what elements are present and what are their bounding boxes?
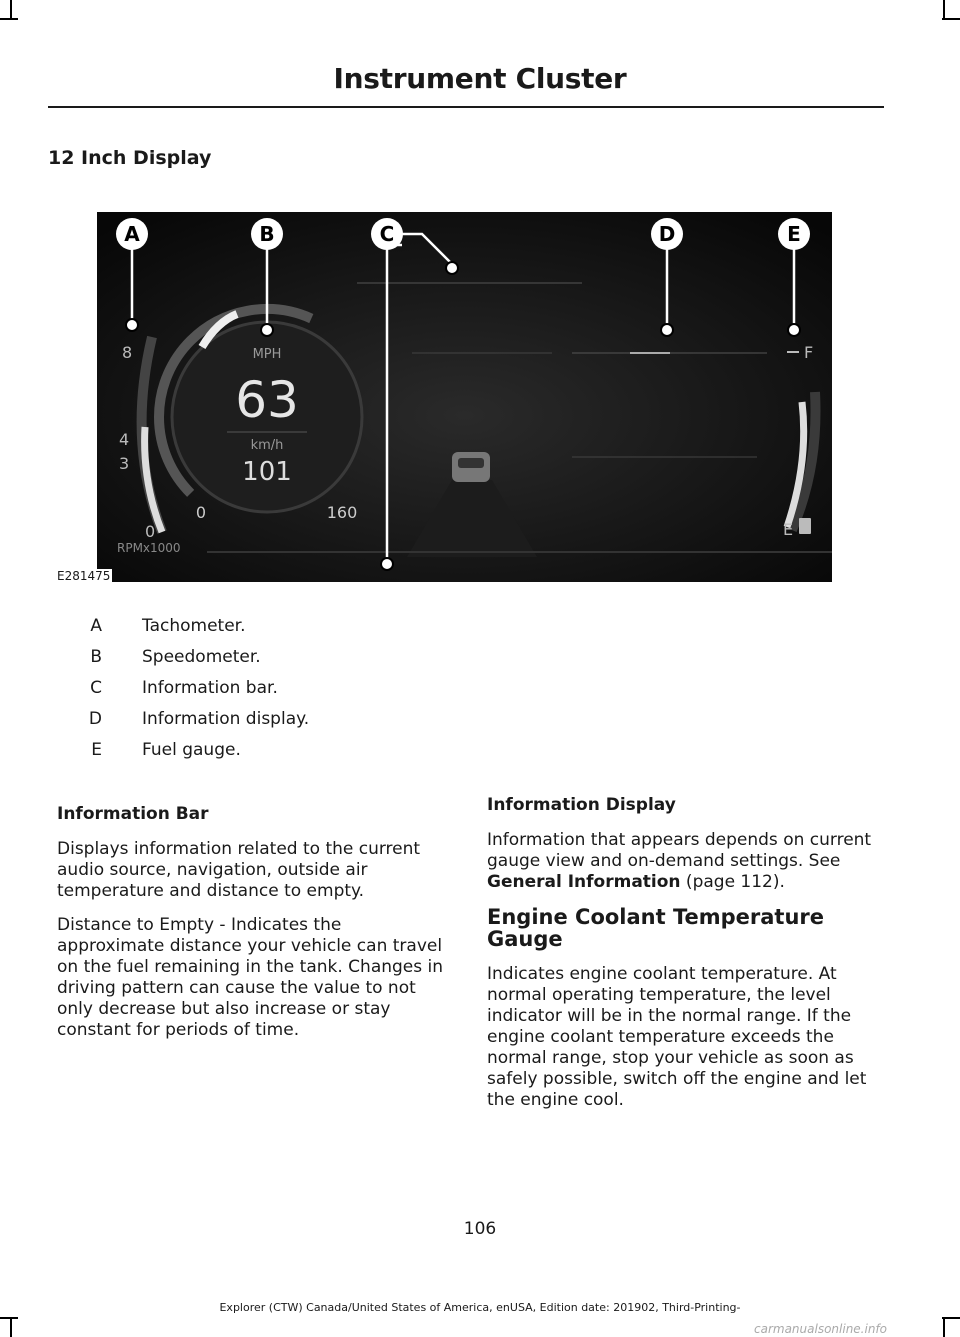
figure-id: E281475 — [57, 569, 111, 583]
legend-text: Tachometer. — [142, 616, 246, 636]
speed-value-secondary: 101 — [242, 457, 292, 487]
legend-text: Fuel gauge. — [142, 740, 241, 760]
section-title: 12 Inch Display — [48, 147, 212, 169]
page-number: 106 — [463, 1219, 497, 1239]
speed-max-label: 160 — [326, 503, 358, 522]
coolant-gauge-heading: Engine Coolant Temperature Gauge — [487, 905, 825, 951]
information-display-heading: Information Display — [487, 795, 676, 815]
information-display-text: Information that appears depends on current gauge view and on-demand settings. See — [487, 830, 872, 871]
tach-tick-0: 0 — [145, 522, 156, 541]
information-bar-heading: Information Bar — [57, 804, 209, 824]
information-display-paragraph — [487, 830, 882, 893]
header-rule — [48, 106, 884, 108]
legend-key: A — [90, 616, 102, 636]
page-reference: (page 112). — [680, 872, 785, 892]
legend-text: Information bar. — [142, 678, 278, 698]
crop-mark — [942, 1317, 960, 1319]
tach-tick-4: 4 — [119, 430, 130, 449]
tach-unit-label: RPMx1000 — [117, 541, 181, 555]
crop-mark — [10, 1317, 12, 1337]
legend-key: E — [91, 740, 102, 760]
callout-d: D — [658, 222, 676, 246]
left-column — [57, 804, 452, 1054]
fuel-empty-label: E — [783, 520, 794, 539]
crop-mark — [942, 18, 960, 20]
page-header-title: Instrument Cluster — [333, 62, 627, 95]
callout-a: A — [124, 222, 140, 246]
information-bar-paragraph: Displays information related to the current audio source, navigation, outside air temperature and distance to empty. — [57, 839, 421, 901]
speed-min-label: 0 — [195, 503, 207, 522]
speed-value-primary: 63 — [235, 371, 299, 429]
watermark: carmanualsonline.info — [754, 1322, 888, 1336]
coolant-gauge-paragraph: Indicates engine coolant temperature. At normal operating temperature, the level indicator will be in the normal range. If the engine coolant temperature exceeds the normal range, stop your vehicle as soon as safely possible, switch off the engine and let the engine cool. — [487, 964, 867, 1110]
legend-key: C — [90, 678, 102, 698]
tach-tick-8: 8 — [122, 343, 133, 362]
crop-mark — [10, 0, 12, 18]
speed-unit-secondary: km/h — [250, 438, 284, 453]
callout-e: E — [787, 222, 801, 246]
callout-c: C — [379, 222, 395, 246]
legend-key: B — [90, 647, 102, 667]
general-information-link[interactable]: General Information — [487, 872, 681, 892]
crop-mark — [0, 1317, 18, 1319]
crop-mark — [943, 0, 945, 18]
footer-edition: Explorer (CTW) Canada/United States of America, enUSA, Edition date: 201902, Third-Printing- — [219, 1301, 741, 1314]
distance-to-empty-paragraph: Distance to Empty - Indicates the approximate distance your vehicle can travel on the fuel remaining in the tank. Changes in driving pattern can cause the value to not only decrease but also increase or stay constant for periods of time. — [57, 915, 444, 1040]
legend-text: Speedometer. — [142, 647, 261, 667]
fuel-pump-icon — [799, 518, 811, 534]
crop-mark — [943, 1317, 945, 1337]
right-column — [487, 795, 882, 1124]
callout-b: B — [259, 222, 275, 246]
instrument-cluster-figure — [97, 212, 832, 582]
tach-tick-3: 3 — [119, 454, 130, 473]
legend-text: Information display. — [142, 709, 310, 729]
speed-unit-primary: MPH — [252, 347, 282, 362]
fuel-full-label: F — [804, 343, 814, 362]
legend-key: D — [88, 709, 102, 729]
crop-mark — [0, 18, 18, 20]
